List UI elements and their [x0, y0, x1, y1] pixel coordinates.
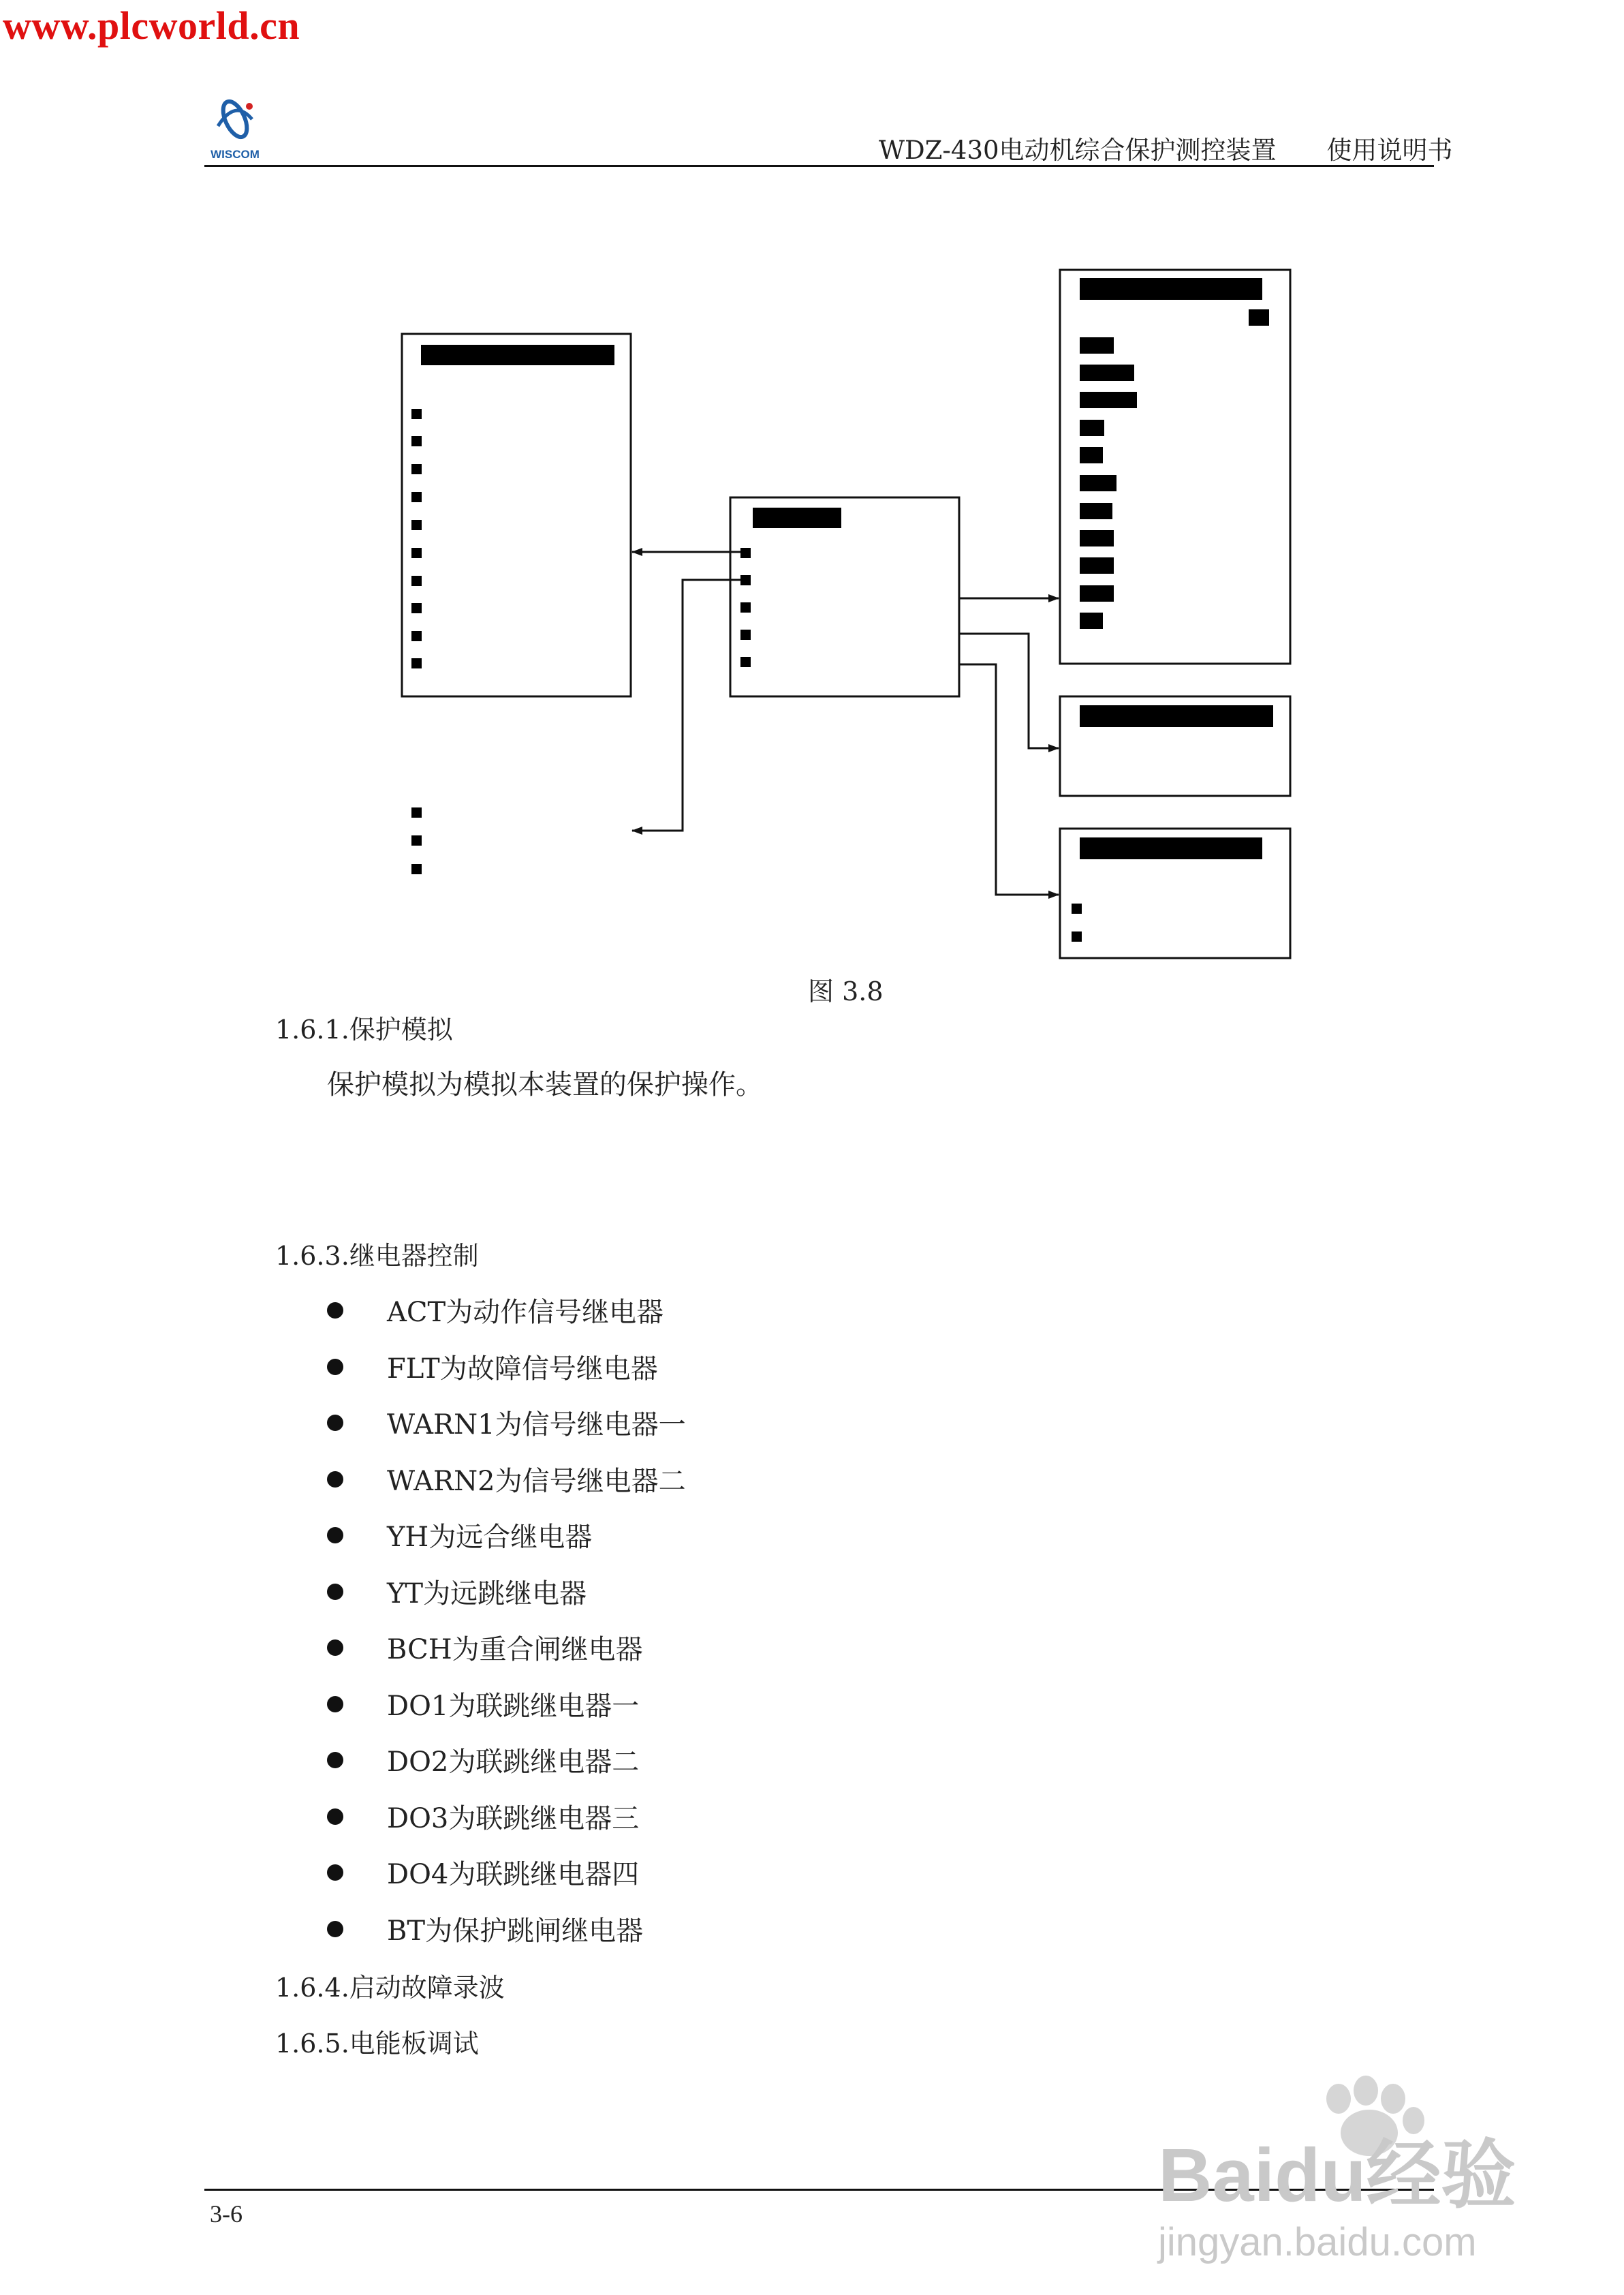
- left-menu-box: [402, 334, 631, 696]
- list-item: WARN1为信号继电器一: [327, 1403, 686, 1442]
- left-box-title-redacted: [421, 345, 614, 365]
- right-top-menu-box: [1060, 270, 1290, 664]
- right-middle-title-redacted: [1080, 705, 1273, 727]
- bullet-icon: [327, 1639, 343, 1656]
- list-item: YH为远合继电器: [327, 1515, 592, 1554]
- logo-text: WISCOM: [210, 148, 260, 161]
- list-item: FLT为故障信号继电器: [327, 1347, 658, 1386]
- right-top-title-redacted: [1080, 278, 1262, 300]
- section-text-1-6-1: 保护模拟为模拟本装置的保护操作。: [327, 1069, 763, 1100]
- list-item: DO3为联跳继电器三: [327, 1797, 639, 1836]
- list-item: BT为保护跳闸继电器: [327, 1909, 643, 1948]
- bullet-icon: [327, 1584, 343, 1600]
- bullet-icon: [327, 1359, 343, 1375]
- section-heading-1-6-5: 1.6.5.电能板调试: [275, 2029, 479, 2059]
- watermark-url: jingyan.baidu.com: [1158, 2220, 1477, 2264]
- list-item: DO1为联跳继电器一: [327, 1684, 639, 1723]
- bullet-icon: [327, 1808, 343, 1825]
- bullet-icon: [327, 1527, 343, 1543]
- bullet-icon: [327, 1921, 343, 1937]
- right-bottom-title-redacted: [1080, 837, 1262, 859]
- diagram-connectors: [632, 552, 1059, 895]
- site-url[interactable]: www.plcworld.cn: [3, 3, 300, 48]
- bullet-icon: [327, 1752, 343, 1768]
- bullet-icon: [327, 1471, 343, 1488]
- list-item: BCH为重合闸继电器: [327, 1628, 643, 1667]
- right-top-tag-redacted: [1249, 309, 1269, 326]
- list-item: DO4为联跳继电器四: [327, 1853, 639, 1892]
- bullet-icon: [327, 1302, 343, 1319]
- section-heading-1-6-4: 1.6.4.启动故障录波: [275, 1973, 505, 2003]
- bullet-icon: [327, 1864, 343, 1881]
- bullet-icon: [327, 1696, 343, 1712]
- left-box-bullets: [411, 409, 422, 874]
- section-heading-1-6-3: 1.6.3.继电器控制: [275, 1241, 479, 1271]
- baidu-watermark: [1144, 2071, 1567, 2276]
- list-item: ACT为动作信号继电器: [327, 1291, 663, 1329]
- center-box-bullets: [740, 548, 751, 667]
- right-bottom-bullets: [1072, 904, 1082, 942]
- center-box-title-redacted: [753, 508, 841, 528]
- header-title: WDZ-430电动机综合保护测控装置: [879, 136, 1277, 165]
- menu-diagram: [0, 0, 1624, 1008]
- page-number: 3-6: [210, 2200, 243, 2228]
- header-subtitle: 使用说明书: [1326, 136, 1453, 165]
- bullet-icon: [327, 1415, 343, 1431]
- section-heading-1-6-1: 1.6.1.保护模拟: [275, 1015, 453, 1045]
- list-item: YT为远跳继电器: [327, 1572, 587, 1611]
- list-item: DO2为联跳继电器二: [327, 1740, 639, 1779]
- right-top-entries: [1080, 337, 1137, 629]
- figure-caption: 图 3.8: [808, 976, 884, 1006]
- list-item: WARN2为信号继电器二: [327, 1460, 686, 1498]
- watermark-brand: Baidu经验: [1158, 2134, 1516, 2217]
